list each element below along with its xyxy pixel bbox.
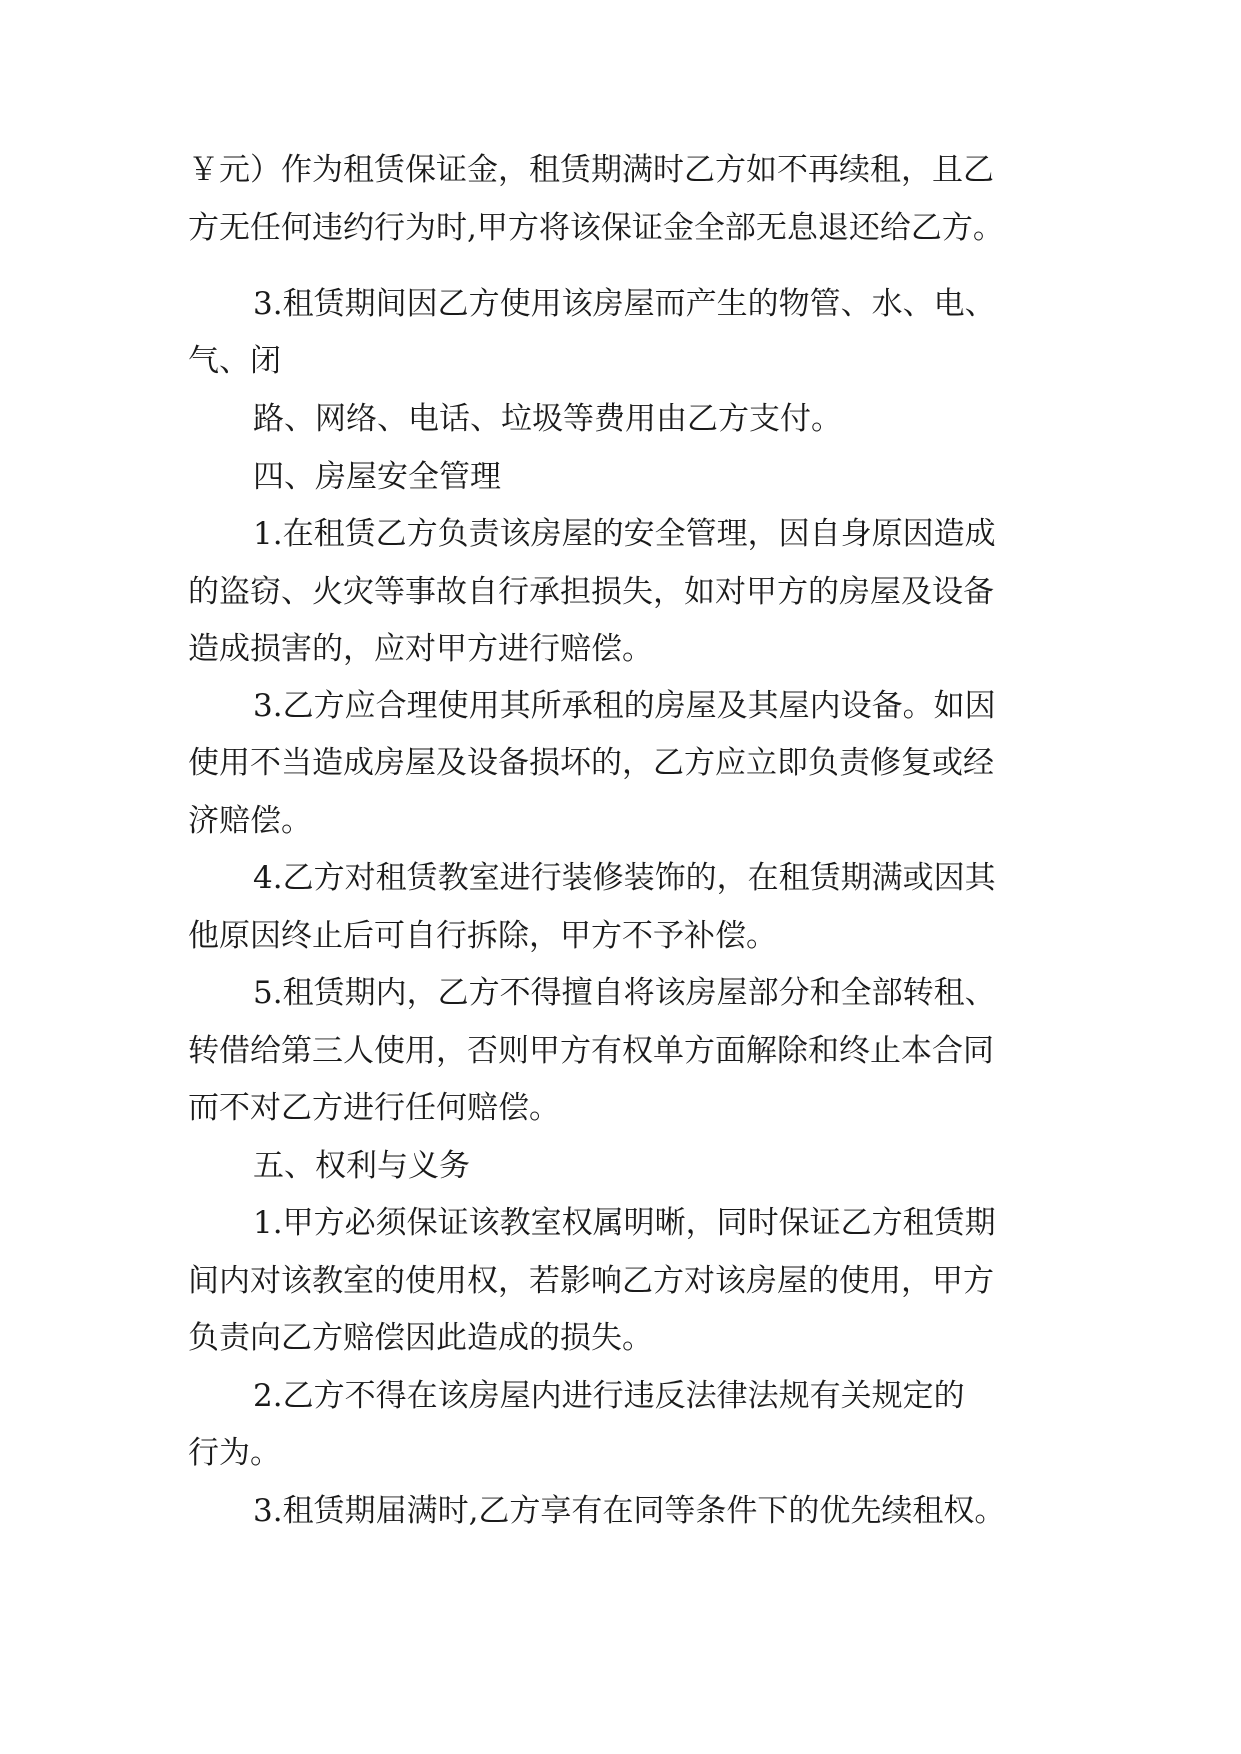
text-line: 3.租赁期届满时,乙方享有在同等条件下的优先续租权。 [253,1493,1006,1529]
text-line: 行为。 [188,1435,281,1471]
text-line: 转借给第三人使用，否则甲方有权单方面解除和终止本合同 [188,1033,994,1069]
text-line: ￥元）作为租赁保证金，租赁期满时乙方如不再续租，且乙 [188,152,994,188]
text-line: 3.乙方应合理使用其所承租的房屋及其屋内设备。如因 [253,688,996,724]
text-line: 1.在租赁乙方负责该房屋的安全管理，因自身原因造成 [253,516,996,552]
text-line: 1.甲方必须保证该教室权属明晰，同时保证乙方租赁期 [253,1205,996,1241]
text-line: 济赔偿。 [188,803,312,839]
text-line: 的盗窃、火灾等事故自行承担损失，如对甲方的房屋及设备 [188,574,994,610]
text-line: 负责向乙方赔偿因此造成的损失。 [188,1320,653,1356]
section-heading: 五、权利与义务 [253,1148,470,1184]
text-line: 气、闭 [188,343,281,379]
text-line: 使用不当造成房屋及设备损坏的，乙方应立即负责修复或经 [188,745,994,781]
text-line: 2.乙方不得在该房屋内进行违反法律法规有关规定的 [253,1378,965,1414]
text-line: 间内对该教室的使用权，若影响乙方对该房屋的使用，甲方 [188,1263,994,1299]
section-heading: 四、房屋安全管理 [253,459,501,495]
text-line: 而不对乙方进行任何赔偿。 [188,1090,560,1126]
text-line: 方无任何违约行为时,甲方将该保证金全部无息退还给乙方。 [188,210,1004,246]
text-line: 4.乙方对租赁教室进行装修装饰的，在租赁期满或因其 [253,860,996,896]
text-line: 3.租赁期间因乙方使用该房屋而产生的物管、水、电、 [253,286,996,322]
text-line: 路、网络、电话、垃圾等费用由乙方支付。 [253,401,842,437]
text-line: 造成损害的，应对甲方进行赔偿。 [188,631,653,667]
text-line: 5.租赁期内，乙方不得擅自将该房屋部分和全部转租、 [253,975,996,1011]
text-line: 他原因终止后可自行拆除，甲方不予补偿。 [188,918,777,954]
